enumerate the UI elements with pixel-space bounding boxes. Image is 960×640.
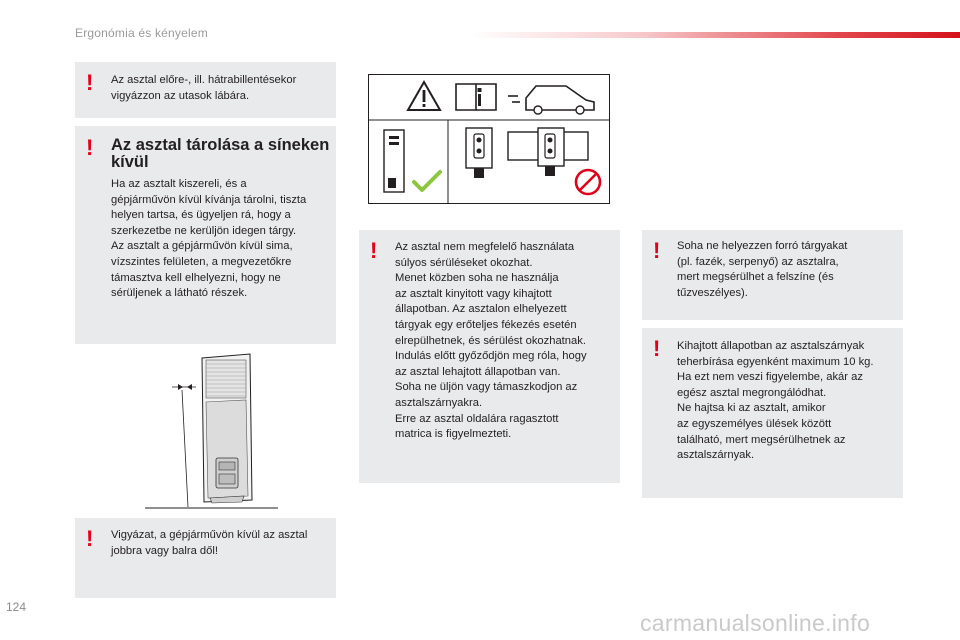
tilt-warning-text: Az asztal előre-, ill. hátrabillentésekor vigyázzon az utasok lábára. [111,74,297,102]
paragraph-line: helyen tartsa, és ügyeljen rá, hogy a [111,209,291,222]
text-line: tűzveszélyes). [677,286,748,299]
text-line: asztalszárnyakra. [395,396,483,409]
paragraph-line: gépjárművön kívül kívánja tárolni, tiszta [111,193,307,206]
text-line: az egyszemélyes ülések között [677,417,832,430]
text-line: súlyos sérüléseket okozhat. [395,256,533,269]
table-sticker-illustration [368,74,610,204]
warning-icon: ! [86,135,94,160]
text-line: az asztalt kinyitott vagy kihajtott [395,287,552,300]
text-line: Erre az asztal oldalára ragasztott [395,412,559,425]
text-line: Soha ne üljön vagy támaszkodjon az [395,381,578,394]
text-line: található, mert megsérülhetnek az [677,433,846,446]
warning-icon: ! [86,526,94,551]
paragraph-line: Ha az asztalt kiszereli, és a [111,178,247,190]
paragraph-line: szerkezetbe ne kerüljön idegen tárgy. [111,224,297,237]
paragraph-line: Az asztalt a gépjárművön kívül sima, [111,240,293,253]
text-line: Menet közben soha ne használja [395,272,559,285]
paragraph-line: sérüljenek a látható részek. [111,287,248,300]
warning-icon: ! [86,70,94,95]
text-line: Indulás előtt győződjön meg róla, hogy [395,350,587,363]
tip-warning-text [111,528,333,559]
storage-paragraph [111,177,333,302]
text-line: Ne hajtsa ki az asztalt, amikor [677,402,826,415]
storage-heading-line1: Az asztal tárolása a síneken [111,136,330,154]
text-line: Az asztal nem megfelelő használata [395,241,575,253]
watermark: carmanualsonline.info [640,610,871,636]
load-limit-warning-text [677,339,899,464]
text-line: (pl. fazék, serpenyő) az asztalra, [677,255,839,268]
text-line: Vigyázat, a gépjárművön kívül az asztal [111,529,308,541]
warning-icon: ! [653,238,661,263]
text-line: tárgyak egy erőteljes fékezés esetén [395,318,577,331]
storage-heading-line2: kívül [111,153,149,171]
hot-objects-warning-text [677,239,899,301]
text-line: matrica is figyelmezteti. [395,428,512,441]
text-line: az asztal lehajtott állapotban van. [395,365,561,378]
text-line: egész asztal megrongálódhat. [677,386,827,399]
text-line: állapotban. Az asztalon elhelyezett [395,303,567,316]
warning-icon: ! [653,336,661,361]
text-line: asztalszárnyak. [677,449,755,462]
text-line: mert megsérülhet a felszíne (és [677,271,834,284]
text-line: Kihajtott állapotban az asztalszárnyak [677,340,865,352]
text-line: Soha ne helyezzen forró tárgyakat [677,240,848,252]
paragraph-line: vízszintes felületen, a megvezetőkre [111,255,292,268]
page-number: 124 [6,600,27,614]
text-line: teherbírása egyenként maximum 10 kg. [677,355,874,368]
section-title: Ergonómia és kényelem [75,26,208,40]
table-folded-icon [384,130,404,192]
usage-warning-text [395,240,617,443]
table-storage-illustration [140,350,280,510]
paragraph-line: támasztva kell elhelyezni, hogy ne [111,271,281,284]
text-line: jobbra vagy balra dől! [111,544,218,557]
warning-icon: ! [370,238,378,263]
text-line: Ha ezt nem veszi figyelembe, akár az [677,371,863,384]
header-accent-bar [470,32,960,38]
text-line: elrepülhetnek, és sérülést okozhatnak. [395,334,586,347]
